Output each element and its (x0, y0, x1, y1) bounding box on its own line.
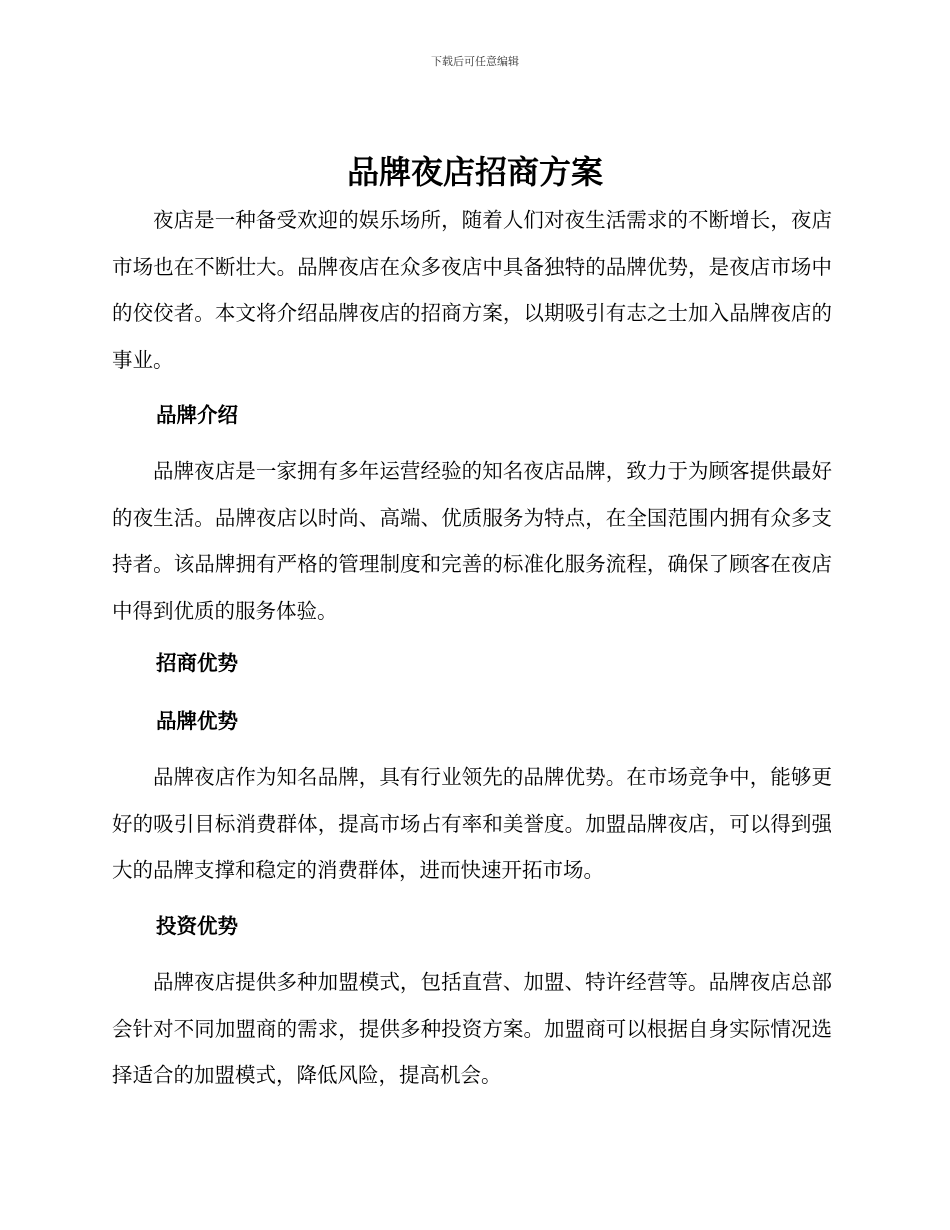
heading-advantages: 招商优势 (156, 651, 238, 675)
intro-paragraph: 夜店是一种备受欢迎的娱乐场所，随着人们对夜生活需求的不断增长，夜店市场也在不断壮大。品牌夜店在众多夜店中具备独特的品牌优势，是夜店市场中的佼佼者。本文将介绍品牌夜店的招商方案，以期吸引有志之士加入品牌夜店的事业。 (112, 208, 832, 372)
heading-investment-advantage: 投资优势 (156, 914, 238, 938)
investment-advantage-paragraph: 品牌夜店提供多种加盟模式，包括直营、加盟、特许经营等。品牌夜店总部会针对不同加盟商的需求，提供多种投资方案。加盟商可以根据自身实际情况选择适合的加盟模式，降低风险，提高机会。 (112, 970, 832, 1087)
document-title: 品牌夜店招商方案 (346, 153, 603, 191)
heading-brand-intro: 品牌介绍 (156, 403, 238, 427)
brand-intro-paragraph: 品牌夜店是一家拥有多年运营经验的知名夜店品牌，致力于为顾客提供最好的夜生活。品牌夜店以时尚、高端、优质服务为特点，在全国范围内拥有众多支持者。该品牌拥有严格的管理制度和完善的标准化服务流程，确保了顾客在夜店中得到优质的服务体验。 (112, 459, 832, 623)
header-note: 下载后可任意编辑 (431, 55, 519, 68)
heading-brand-advantage: 品牌优势 (156, 709, 238, 733)
brand-advantage-paragraph: 品牌夜店作为知名品牌，具有行业领先的品牌优势。在市场竞争中，能够更好的吸引目标消费群体，提高市场占有率和美誉度。加盟品牌夜店，可以得到强大的品牌支撑和稳定的消费群体，进而快速开拓市场。 (112, 765, 832, 882)
